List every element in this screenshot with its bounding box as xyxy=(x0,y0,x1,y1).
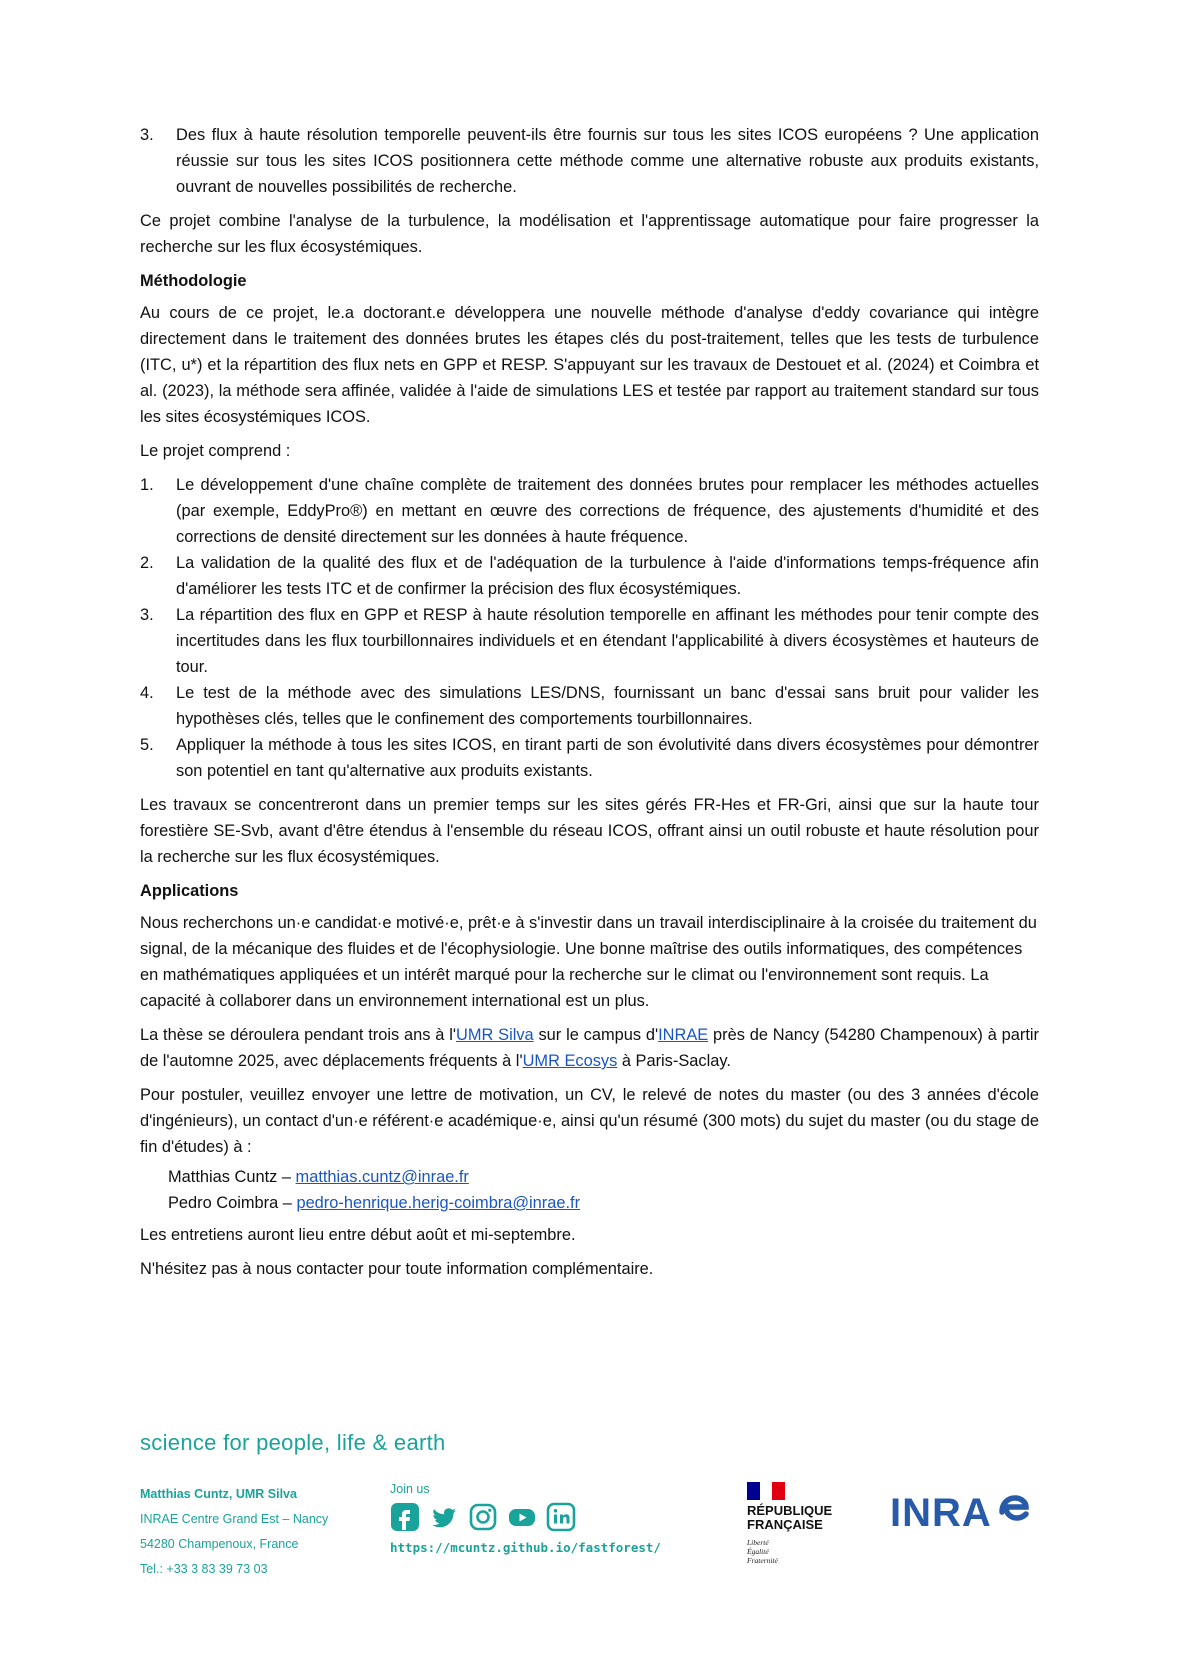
join-label: Join us xyxy=(390,1482,430,1496)
list-item xyxy=(140,550,1039,602)
project-url[interactable]: https://mcuntz.github.io/fastforest/ xyxy=(390,1540,661,1555)
thesis-text: La thèse se déroulera pendant trois ans à l' xyxy=(140,1026,456,1044)
list-item xyxy=(140,472,1039,550)
address-phone: Tel.: +33 3 83 39 73 03 xyxy=(140,1562,268,1576)
inrae-logo xyxy=(890,1490,1030,1534)
list-text: Des flux à haute résolution temporelle peuvent-ils être fournis sur tous les sites ICOS européens ? Une application réussie sur tous les sites ICOS positionnera cette méthode comme une alternative robuste aux produits existants, ouvrant de nouvelles possibilités de recherche. xyxy=(176,126,1039,196)
flag-icon xyxy=(747,1482,785,1500)
research-questions-list xyxy=(140,122,1039,200)
contact-line xyxy=(168,1164,1039,1190)
address-line: INRAE Centre Grand Est – Nancy xyxy=(140,1512,329,1526)
methodology-closing: Les travaux se concentreront dans un premier temps sur les sites gérés FR-Hes et FR-Gri, ainsi que sur la haute tour forestière SE-Svb, avant d'être étendus à l'ensemble du réseau ICOS, offrant ainsi un outil robuste et haute résolution pour la recherche sur les flux écosystémiques. xyxy=(140,796,1039,866)
list-number: 3. xyxy=(140,126,154,144)
list-item xyxy=(140,732,1039,784)
umr-silva-link[interactable]: UMR Silva xyxy=(455,1026,534,1044)
list-number: 2. xyxy=(140,554,154,572)
list-text: Le test de la méthode avec des simulations LES/DNS, fournissant un banc d'essai sans bruit pour valider les hypothèses clés, telles que le confinement des comportements tourbillonnaires. xyxy=(176,684,1039,728)
list-number: 5. xyxy=(140,736,154,754)
social-icons xyxy=(390,1502,661,1532)
republique-name: RÉPUBLIQUE FRANÇAISE xyxy=(747,1503,833,1532)
svg-text:INRA: INRA xyxy=(890,1491,992,1534)
address-line: 54280 Champenoux, France xyxy=(140,1537,299,1551)
summary-paragraph: Ce projet combine l'analyse de la turbulence, la modélisation et l'apprentissage automatique pour faire progresser la recherche sur les flux écosystémiques. xyxy=(140,212,1039,256)
instagram-icon[interactable] xyxy=(468,1502,498,1532)
list-intro: Le projet comprend : xyxy=(140,442,291,460)
footer-social xyxy=(390,1482,661,1555)
list-item xyxy=(140,602,1039,680)
list-text: Appliquer la méthode à tous les sites ICOS, en tirant parti de son évolutivité dans divers écosystèmes pour démontrer son potentiel en tant qu'alternative aux produits existants. xyxy=(176,736,1039,780)
thesis-text: à Paris-Saclay. xyxy=(617,1052,731,1070)
footer-slogan: science for people, life & earth xyxy=(140,1430,446,1455)
facebook-icon[interactable] xyxy=(390,1502,420,1532)
thesis-paragraph xyxy=(140,1022,1039,1074)
contact-note-paragraph: N'hésitez pas à nous contacter pour toute information complémentaire. xyxy=(140,1260,654,1278)
applications-paragraph: Nous recherchons un·e candidat·e motivé·e, prêt·e à s'investir dans un travail interdisciplinaire à la croisée du traitement du signal, de la mécanique des fluides et de l'écophysiologie. Une bonne maîtrise des outils informatiques, des compétences en mathématiques appliquées et un intérêt marqué pour la recherche sur le climat ou l'environnement sont requis. La capacité à collaborer dans un environnement international est un plus. xyxy=(140,914,1037,1010)
address-name: Matthias Cuntz, UMR Silva xyxy=(140,1487,297,1501)
list-number: 3. xyxy=(140,606,154,624)
apply-paragraph: Pour postuler, veuillez envoyer une lettre de motivation, un CV, le relevé de notes du master (ou des 3 années d'école d'ingénieurs), un contact d'un·e référent·e académique·e, ainsi qu'un résumé (300 mots) du sujet du master (ou du stage de fin d'études) à : xyxy=(140,1086,1039,1156)
contact-name: Matthias Cuntz – xyxy=(168,1168,296,1186)
methodology-paragraph: Au cours de ce projet, le.a doctorant.e développera une nouvelle méthode d'analyse d'eddy covariance qui intègre directement dans le traitement des données brutes les étapes clés du post-traitement, telles que les tests de turbulence (ITC, u*) et la répartition des flux nets en GPP et RESP. S'appuyant sur les travaux de Destouet et al. (2024) et Coimbra et al. (2023), la méthode sera affinée, validée à l'aide de simulations LES et testée par rapport au traitement standard sur tous les sites écosystémiques ICOS. xyxy=(140,304,1039,426)
list-text: La validation de la qualité des flux et de l'adéquation de la turbulence à l'aide d'informations temps-fréquence afin d'améliorer les tests ITC et de confirmer la précision des flux écosystémiques. xyxy=(176,554,1039,598)
list-text: Le développement d'une chaîne complète de traitement des données brutes pour remplacer les méthodes actuelles (par exemple, EddyPro®) en mettant en œuvre des corrections de fréquence, des ajustements d'humidité et des corrections de densité directement sur les données à haute fréquence. xyxy=(176,476,1039,546)
contact-line xyxy=(168,1190,1039,1216)
inrae-link[interactable]: INRAE xyxy=(658,1026,709,1044)
youtube-icon[interactable] xyxy=(507,1502,537,1532)
twitter-icon[interactable] xyxy=(429,1502,459,1532)
footer-address xyxy=(140,1482,328,1582)
list-number: 4. xyxy=(140,684,154,702)
republique-francaise-logo xyxy=(747,1482,857,1565)
list-text: La répartition des flux en GPP et RESP à haute résolution temporelle en affinant les méthodes pour tenir compte des incertitudes dans les flux tourbillonnaires individuels et en étendant l'applicabilité à divers écosystèmes et hauteurs de tour. xyxy=(176,606,1039,676)
email-link[interactable]: pedro-henrique.herig-coimbra@inrae.fr xyxy=(296,1194,581,1212)
list-number: 1. xyxy=(140,476,154,494)
document-body xyxy=(140,122,1039,1290)
linkedin-icon[interactable] xyxy=(546,1502,576,1532)
republique-motto: Liberté Égalité Fraternité xyxy=(747,1538,778,1565)
contact-name: Pedro Coimbra – xyxy=(168,1194,297,1212)
footer xyxy=(140,1430,1040,1580)
interviews-paragraph: Les entretiens auront lieu entre début août et mi-septembre. xyxy=(140,1226,576,1244)
applications-heading: Applications xyxy=(140,882,239,900)
methodology-heading: Méthodologie xyxy=(140,272,247,290)
list-item xyxy=(140,680,1039,732)
list-item xyxy=(140,122,1039,200)
email-link[interactable]: matthias.cuntz@inrae.fr xyxy=(295,1168,469,1186)
contact-list xyxy=(168,1164,1039,1216)
thesis-text: près de Nancy (54280 Champenoux) à partir de l'automne 2025, avec déplacements fréquents à l' xyxy=(140,1026,1039,1070)
methodology-list xyxy=(140,472,1039,784)
thesis-text: sur le campus d' xyxy=(533,1026,659,1044)
umr-ecosys-link[interactable]: UMR Ecosys xyxy=(522,1052,618,1070)
